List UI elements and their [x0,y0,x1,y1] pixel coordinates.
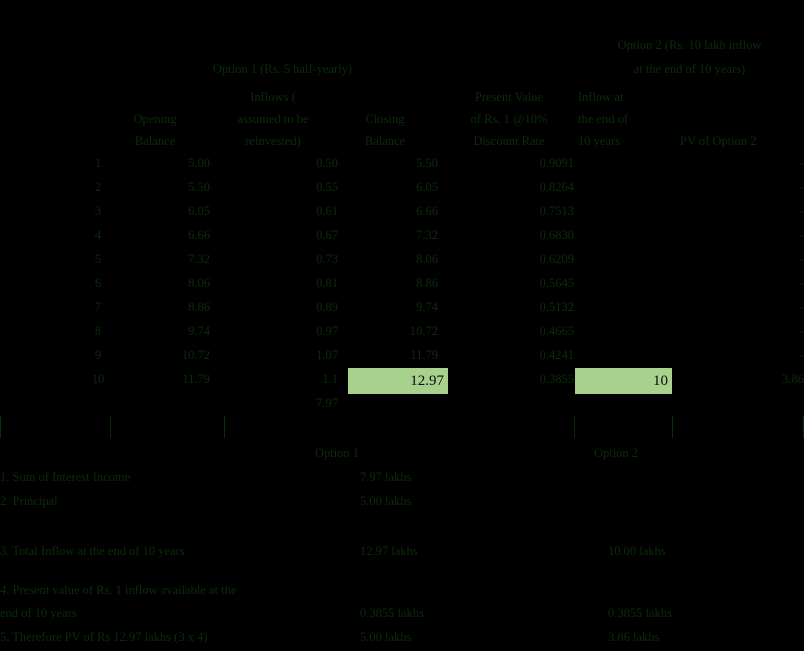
row-inflow: 0.89 [316,300,338,314]
row-inflow: 1.1 [322,372,338,386]
row-closing-balance: 10.72 [409,324,438,338]
col-inflows-line1: Inflows ( [250,90,296,104]
row-inflow: 0.81 [316,276,338,290]
row-pv-option2: - [799,156,804,170]
row-closing-balance: 8.86 [416,276,438,290]
summary-col-option1: Option 1 [314,446,360,460]
col-pv-option2: PV of Option 2 [680,134,757,148]
row-closing-balance: 11.79 [410,348,438,362]
row-inflow: 0.61 [316,204,338,218]
row-opening-balance: 5.00 [188,156,210,170]
summary-label-3: 3. Total Inflow at the end of 10 years [0,544,185,558]
col-present-value-line1: Present Value [474,90,544,104]
row-year: 1 [94,156,102,170]
summary-label-4b: end of 10 years [0,606,77,620]
row-opening-balance: 7.32 [188,252,210,266]
divider-tick-1 [0,416,1,438]
row-pv-option2: - [799,204,804,218]
col-opening-balance-line1: Opening [133,112,177,126]
row-opening-balance: 8.06 [188,276,210,290]
row-present-value: 0.4241 [539,348,574,362]
row-present-value: 0.7513 [539,204,574,218]
row-pv-option2: - [799,228,804,242]
row-closing-balance-highlight: 12.97 [348,368,448,394]
row-year: 6 [94,276,102,290]
row-inflow: 0.50 [316,156,338,170]
summary-option2-4: 0.3855 lakhs [608,606,672,620]
row-opening-balance: 10.72 [181,348,210,362]
row-closing-balance: 6.05 [416,180,438,194]
row-inflow: 1.07 [316,348,338,362]
summary-label-2: 2. Principal [0,494,58,508]
row-inflow: 0.67 [316,228,338,242]
row-year: 10 [91,372,105,386]
summary-option1-1: 7.97 lakhs [360,470,412,484]
row-opening-balance: 9.74 [188,324,210,338]
row-year: 5 [94,252,102,266]
row-inflow: 0.55 [316,180,338,194]
col-present-value-line3: Discount Rate [473,134,545,148]
row-present-value: 0.5645 [539,276,574,290]
row-present-value: 0.3855 [539,372,574,386]
option1-title: Option 1 (Rs. 5 half-yearly) [212,62,353,76]
summary-col-option2: Option 2 [593,446,639,460]
row-year: 7 [94,300,102,314]
row-present-value: 0.5132 [539,300,574,314]
col-inflows-line3: reinvested) [245,134,301,148]
row-present-value: 0.9091 [539,156,574,170]
summary-option2-5: 3.86 lakhs [608,630,660,644]
col-inflows-line2: assumed to be [237,112,309,126]
col-present-value-line2: of Rs. 1 @10% [470,112,548,126]
row-present-value: 0.6830 [539,228,574,242]
divider-tick-3 [224,416,225,438]
row-option2-inflow-highlight: 10 [575,368,672,394]
row-opening-balance: 8.86 [188,300,210,314]
row-inflow: 0.73 [316,252,338,266]
divider-tick-4 [574,416,575,438]
row-opening-balance: 6.05 [188,204,210,218]
col-closing-balance-line1: Closing [365,112,405,126]
row-pv-option2: - [799,324,804,338]
row-closing-balance: 9.74 [416,300,438,314]
row-closing-balance: 6.66 [416,204,438,218]
row-opening-balance: 6.66 [188,228,210,242]
summary-option1-4: 0.3855 lakhs [360,606,424,620]
summary-option2-3: 10.00 lakhs [608,544,666,558]
col-option2-inflow-line2: the end of [578,112,628,126]
option2-title-line2: at the end of 10 years) [633,62,746,76]
col-opening-balance-line2: Balance [134,134,176,148]
summary-label-5: 5. Therefore PV of Rs 12.97 lakhs (3 x 4) [0,630,208,644]
summary-label-4: 4. Present value of Rs. 1 inflow available at the [0,583,237,597]
summary-option1-3: 12.97 lakhs [360,544,418,558]
row-year: 3 [94,204,102,218]
inflow-total: 7.97 [316,396,338,410]
row-closing-balance: 8.06 [416,252,438,266]
summary-option1-5: 5.00 lakhs [360,630,412,644]
row-present-value: 0.4665 [539,324,574,338]
row-pv-option2: - [799,276,804,290]
row-opening-balance: 11.79 [182,372,210,386]
col-option2-inflow-line1: Inflow at [578,90,624,104]
divider-tick-2 [110,416,111,438]
row-pv-option2: - [799,180,804,194]
divider-tick-5 [672,416,673,438]
row-pv-option2: - [799,348,804,362]
summary-label-1: 1. Sum of Interest Income [0,470,131,484]
row-year: 4 [94,228,102,242]
summary-option1-2: 5.00 lakhs [360,494,412,508]
row-pv-option2: - [799,252,804,266]
row-closing-balance: 5.50 [416,156,438,170]
col-option2-inflow-line3: 10 years [578,134,620,148]
row-present-value: 0.8264 [539,180,574,194]
row-year: 8 [94,324,102,338]
row-pv-option2: - [799,300,804,314]
option2-title-line1: Option 2 (Rs. 10 lakh inflow [617,38,762,52]
row-closing-balance: 7.32 [416,228,438,242]
row-inflow: 0.97 [316,324,338,338]
col-closing-balance-line2: Balance [364,134,406,148]
row-pv-option2: 3.86 [782,372,804,386]
row-year: 9 [94,348,102,362]
row-year: 2 [94,180,102,194]
row-present-value: 0.6209 [539,252,574,266]
row-opening-balance: 5.50 [188,180,210,194]
